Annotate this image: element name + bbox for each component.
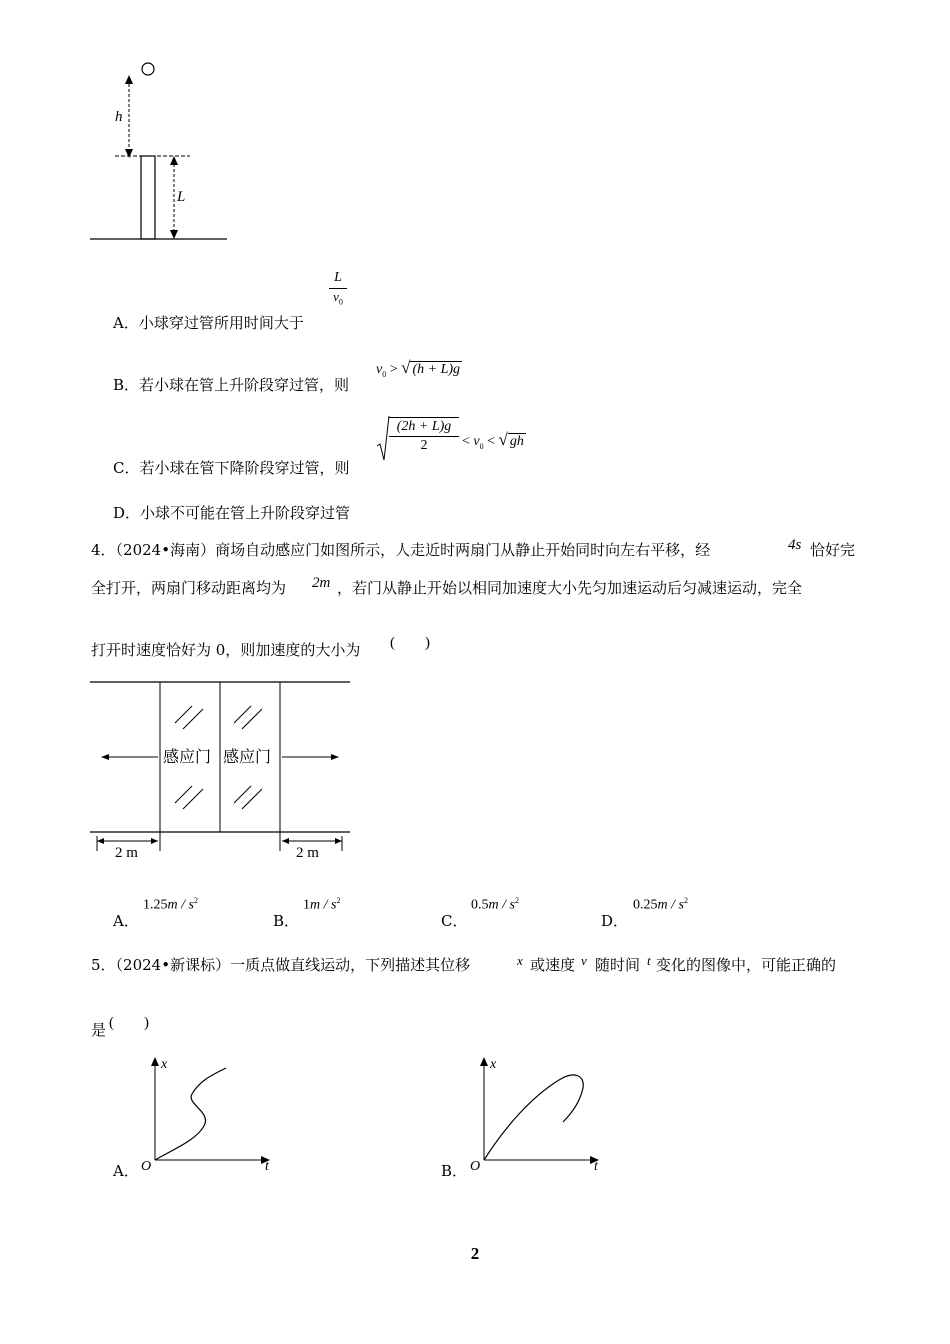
q5-var-v: v (581, 953, 587, 968)
q4-option-a-letter: A． (113, 912, 139, 930)
q4-option-d-letter: D． (601, 912, 629, 930)
graph-a-y-label: x (161, 1057, 168, 1072)
ball-tube-figure (85, 55, 235, 247)
q3-option-d: D．小球不可能在管上升阶段穿过管 (113, 504, 351, 522)
q5-graph-b (467, 1052, 607, 1177)
graph-a-x-label: t (265, 1159, 269, 1174)
door-right-label: 感应门 (223, 747, 272, 766)
q4-option-a-value: $1.25m / s^2$ (143, 896, 198, 913)
graph-a-origin: O (141, 1159, 152, 1174)
graph-b-y-label: x (490, 1057, 497, 1072)
q4-line2-end: ，若门从静止开始以相同加速度大小先匀加速运动后匀减速运动，完全 (337, 579, 803, 597)
q5-option-a-letter: A． (113, 1162, 139, 1180)
page-number: 2 (470, 1244, 480, 1263)
q4-option-b-letter: B． (273, 912, 300, 930)
L-label: L (177, 189, 186, 205)
graph-b-curve (484, 1075, 583, 1160)
dim-right-label: 2 m (296, 845, 319, 861)
q5-var-t: t (647, 953, 651, 968)
q5-var-x: x (517, 953, 523, 968)
q3-option-a: A．小球穿过管所用时间大于 (113, 314, 304, 332)
q3-option-b: B．若小球在管上升阶段穿过管，则 (113, 376, 350, 394)
q5-line1-c: 随时间 (595, 956, 641, 974)
q5-bracket: ( ) (109, 1015, 149, 1031)
q4-line3: 打开时速度恰好为 0，则加速度的大小为 (91, 641, 361, 659)
q3-a-fraction: L $v_0$ (326, 270, 350, 311)
q5-graph-a (138, 1052, 278, 1177)
q3-b-formula: $v_0$ > √ (h + L)g (376, 358, 461, 379)
q5-line1: 5．（2024•新课标）一质点做直线运动，下列描述其位移 (91, 956, 471, 974)
q5-line1-d: 变化的图像中，可能正确的 (656, 956, 837, 974)
q4-line2: 全打开，两扇门移动距离均为 (91, 579, 287, 597)
q4-line1: 4．（2024•海南）商场自动感应门如图所示，人走近时两扇门从静止开始同时向左右平移，经 (91, 541, 711, 559)
graph-a-curve (155, 1068, 226, 1160)
q5-option-b-letter: B． (441, 1162, 468, 1180)
q3-c-formula: (2h + L)g 2 < $v_0$ < √ gh (376, 414, 546, 462)
q4-option-b-value: $1m / s^2$ (303, 896, 341, 913)
tube (141, 156, 155, 239)
ball-icon (142, 63, 154, 75)
graph-b-x-label: t (594, 1159, 598, 1174)
dim-left-label: 2 m (115, 845, 138, 861)
q4-option-c-letter: C． (441, 912, 468, 930)
sliding-door-figure (88, 676, 353, 861)
q5-line1-b: 或速度 (530, 956, 576, 974)
q4-distance: 2m (312, 575, 331, 591)
q4-bracket: ( ) (390, 635, 430, 651)
q3-option-c: C．若小球在管下降阶段穿过管，则 (113, 459, 350, 477)
h-label: h (115, 109, 123, 125)
door-left-label: 感应门 (163, 747, 212, 766)
q5-line2: 是 (91, 1021, 107, 1039)
q4-line1-end: 恰好完 (810, 541, 856, 559)
graph-b-origin: O (470, 1159, 481, 1174)
q4-option-d-value: $0.25m / s^2$ (633, 896, 688, 913)
q4-option-c-value: $0.5m / s^2$ (471, 896, 519, 913)
q4-time: 4s (788, 537, 802, 553)
